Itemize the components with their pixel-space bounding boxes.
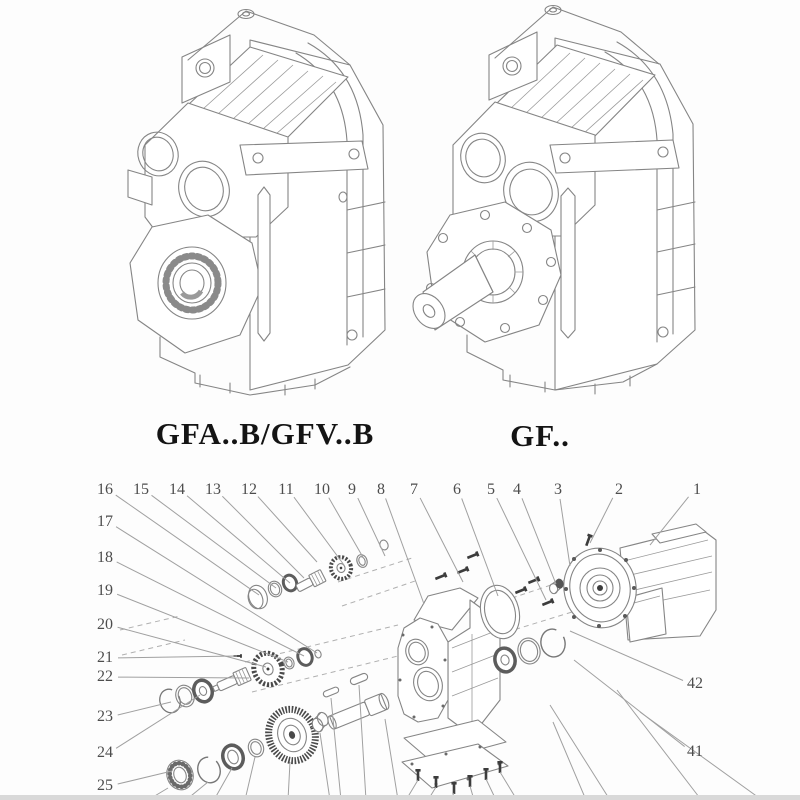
part-number-13: 13 — [205, 481, 221, 498]
leader-line-12 — [258, 497, 317, 562]
part-number-41: 41 — [687, 743, 703, 760]
page-edge-bar — [0, 795, 800, 800]
model-label-gfab: GFA..B/GFV..B — [155, 416, 375, 451]
part-number-20: 20 — [97, 616, 113, 633]
gearbox-drawing-gfab — [128, 10, 385, 396]
part-number-11: 11 — [278, 481, 294, 498]
part-number-5: 5 — [487, 481, 495, 498]
part-number-16: 16 — [97, 481, 113, 498]
part-number-21: 21 — [97, 649, 113, 666]
part-number-18: 18 — [97, 549, 113, 566]
main-gear — [261, 703, 322, 768]
part-number-8: 8 — [377, 481, 385, 498]
part-number-22: 22 — [97, 668, 113, 685]
part-number-17: 17 — [97, 513, 113, 530]
part-number-19: 19 — [97, 582, 113, 599]
part-number-15: 15 — [133, 481, 149, 498]
leader-line-6 — [462, 498, 498, 596]
leader-line-41 — [574, 660, 685, 747]
leader-line-16 — [116, 495, 259, 595]
leader-line-15 — [152, 495, 276, 588]
leader-line-25 — [118, 771, 172, 784]
part-number-1: 1 — [693, 481, 701, 498]
part-number-7: 7 — [410, 481, 418, 498]
leader-line-14 — [187, 496, 290, 583]
leader-line-13 — [222, 496, 304, 578]
part-number-3: 3 — [554, 481, 562, 498]
part-number-4: 4 — [513, 481, 521, 498]
leader-line-4 — [522, 498, 556, 584]
leader-line-21 — [118, 656, 237, 658]
leader-line-20 — [118, 627, 266, 667]
gearbox-drawing-gf — [406, 6, 695, 395]
part-number-9: 9 — [348, 481, 356, 498]
shim-ring — [515, 636, 543, 667]
input-shaft-parts — [244, 539, 389, 612]
leader-line-24 — [116, 695, 200, 748]
leader-line-2 — [590, 498, 613, 543]
leader-line-5 — [497, 498, 546, 600]
output-shaft — [326, 692, 391, 732]
leader-line-8 — [386, 498, 424, 604]
leader-line-10 — [329, 498, 364, 559]
leader-line-11 — [294, 497, 344, 565]
leader-line-9 — [358, 498, 385, 556]
leader-line-3 — [560, 499, 570, 566]
part-number-23: 23 — [97, 708, 113, 725]
part-number-25: 25 — [97, 777, 113, 794]
part-number-42: 42 — [687, 675, 703, 692]
part-number-12: 12 — [241, 481, 257, 498]
snap-ring — [538, 627, 568, 660]
motor — [556, 524, 716, 642]
shaft-key — [349, 672, 368, 685]
shaft-key — [322, 686, 339, 698]
leader-line-18 — [117, 562, 304, 656]
part-number-10: 10 — [314, 481, 330, 498]
small-bushing — [548, 578, 566, 595]
part-number-14: 14 — [169, 481, 185, 498]
part-number-6: 6 — [453, 481, 461, 498]
model-label-gf: GF.. — [510, 418, 570, 453]
part-number-2: 2 — [615, 481, 623, 498]
part-number-24: 24 — [97, 744, 113, 761]
leader-line-7 — [420, 498, 463, 582]
